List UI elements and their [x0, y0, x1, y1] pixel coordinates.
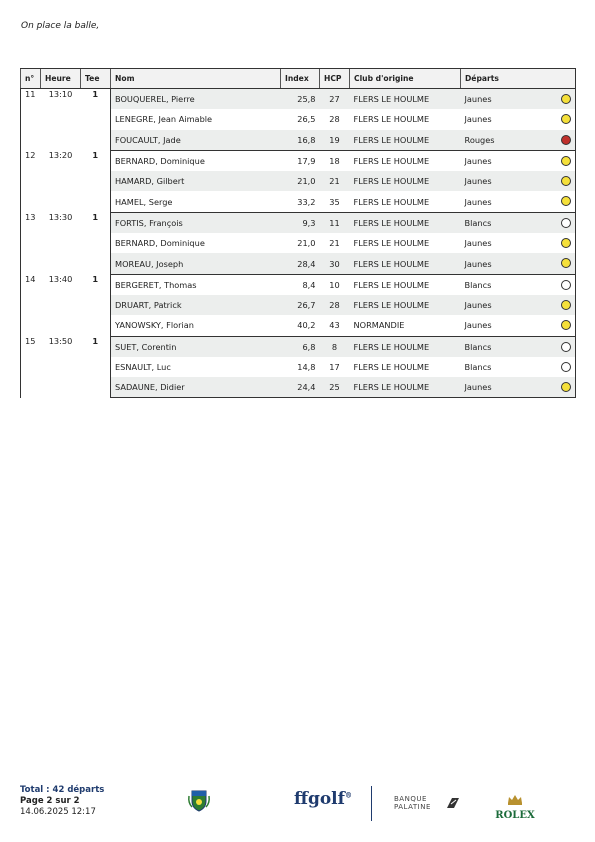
- col-header-departs: Départs: [461, 69, 576, 89]
- player-club: FLERS LE HOULME: [350, 253, 461, 274]
- player-index: 40,2: [281, 315, 320, 336]
- departure-tee-label: Jaunes: [464, 156, 492, 167]
- tee-color-dot-icon: [561, 238, 571, 248]
- rolex-logo: [492, 790, 538, 821]
- group-tee: 1: [81, 336, 111, 398]
- player-name: LENEGRE, Jean Aimable: [115, 114, 213, 125]
- player-club: FLERS LE HOULME: [350, 89, 461, 110]
- group-number: 15: [21, 336, 41, 398]
- player-name: BERNARD, Dominique: [115, 156, 205, 167]
- player-name: SUET, Corentin: [111, 336, 281, 357]
- player-departure: [461, 191, 576, 212]
- footer-info: [20, 785, 104, 818]
- player-hcp: 17: [329, 362, 340, 372]
- table-row: [21, 150, 576, 171]
- player-club: FLERS LE HOULME: [350, 130, 461, 151]
- player-club: FLERS LE HOULME: [353, 156, 430, 167]
- player-name: BERNARD, Dominique: [115, 238, 205, 249]
- player-index: 21,0: [281, 171, 320, 191]
- group-tee: 1: [81, 89, 111, 151]
- player-name: ESNAULT, Luc: [115, 362, 171, 372]
- player-hcp: 18: [329, 156, 340, 167]
- player-hcp: 28: [320, 295, 350, 315]
- player-departure: [461, 130, 576, 151]
- player-club: NORMANDIE: [350, 315, 461, 336]
- player-hcp: 35: [320, 191, 350, 212]
- tee-color-dot-icon: [561, 156, 571, 166]
- player-name: FORTIS, François: [111, 212, 281, 233]
- tee-color-dot-icon: [561, 362, 571, 372]
- group-time: 13:50: [41, 336, 81, 398]
- tee-color-dot-icon: [561, 218, 571, 228]
- tee-color-dot-icon: [561, 320, 571, 330]
- player-index: 26,7: [281, 295, 320, 315]
- col-header-name: Nom: [111, 69, 281, 89]
- player-index: 8,4: [302, 279, 316, 290]
- player-index: 25,8: [281, 89, 320, 110]
- player-index: 16,8: [281, 130, 320, 151]
- player-index: 17,9: [297, 156, 316, 167]
- departure-tee-label: Blancs: [464, 362, 492, 372]
- player-club: FLERS LE HOULME: [350, 191, 461, 212]
- player-index: 21,0: [297, 238, 316, 249]
- player-index: 28,4: [281, 253, 320, 274]
- col-header-club: Club d'origine: [350, 69, 461, 89]
- departure-tee-label: Blancs: [464, 279, 492, 290]
- player-name: YANOWSKY, Florian: [111, 315, 281, 336]
- player-hcp: 43: [320, 315, 350, 336]
- departure-tee-label: Jaunes: [464, 238, 492, 249]
- tee-color-dot-icon: [561, 135, 571, 145]
- table-body: [21, 89, 576, 398]
- player-index: 9,3: [281, 212, 320, 233]
- ffgolf-wordmark: ffgolf: [294, 789, 345, 809]
- banque-palatine-line1: BANQUE: [394, 795, 427, 803]
- player-hcp: 21: [320, 171, 350, 191]
- player-departure: [461, 253, 576, 274]
- player-name: DRUART, Patrick: [111, 295, 281, 315]
- col-header-time: Heure: [41, 69, 81, 89]
- player-name: HAMARD, Gilbert: [111, 171, 281, 191]
- player-club: FLERS LE HOULME: [350, 295, 461, 315]
- departure-tee-label: Jaunes: [464, 320, 492, 331]
- player-club: FLERS LE HOULME: [353, 362, 430, 372]
- tee-color-dot-icon: [561, 342, 571, 352]
- player-departure: [461, 357, 576, 377]
- page-indicator: Page 2 sur 2: [20, 796, 80, 806]
- logo-divider: [371, 786, 372, 821]
- player-index: 6,8: [281, 336, 320, 357]
- tee-color-dot-icon: [561, 258, 571, 268]
- group-time: 13:10: [41, 89, 81, 151]
- player-departure: [461, 171, 576, 191]
- table-header-row: [21, 69, 576, 89]
- player-index: 14,8: [297, 362, 316, 372]
- player-index: 24,4: [281, 377, 320, 398]
- group-tee: 1: [81, 212, 111, 274]
- group-time: 13:20: [41, 150, 81, 212]
- player-departure: [461, 315, 576, 336]
- ffgolf-logo: [294, 789, 352, 809]
- group-number: 14: [21, 274, 41, 336]
- player-club: FLERS LE HOULME: [350, 377, 461, 398]
- departure-tee-label: Jaunes: [464, 176, 492, 187]
- group-tee: 1: [81, 274, 111, 336]
- col-header-index: Index: [281, 69, 320, 89]
- group-number: 13: [21, 212, 41, 274]
- group-tee: 1: [81, 150, 111, 212]
- player-departure: [461, 89, 576, 110]
- player-departure: [461, 377, 576, 398]
- ffgolf-registered-mark: ®: [344, 790, 352, 800]
- table-row: [21, 89, 576, 110]
- departure-tee-label: Jaunes: [464, 300, 492, 311]
- col-header-hcp: HCP: [320, 69, 350, 89]
- player-departure: [461, 274, 576, 295]
- player-hcp: 8: [320, 336, 350, 357]
- departure-tee-label: Jaunes: [464, 196, 492, 207]
- banque-palatine-logo: [394, 796, 431, 811]
- player-club: FLERS LE HOULME: [353, 114, 430, 125]
- col-header-tee: Tee: [81, 69, 111, 89]
- intro-note: On place la balle,: [21, 21, 100, 31]
- player-club: FLERS LE HOULME: [350, 336, 461, 357]
- player-departure: [461, 233, 576, 253]
- tee-color-dot-icon: [561, 196, 571, 206]
- total-departures: Total : 42 départs: [20, 785, 105, 795]
- departure-tee-label: Jaunes: [464, 258, 492, 269]
- player-name: FOUCAULT, Jade: [111, 130, 281, 151]
- rolex-wordmark: ROLEX: [495, 810, 535, 821]
- player-club: FLERS LE HOULME: [353, 238, 430, 249]
- player-hcp: 19: [320, 130, 350, 151]
- player-club: FLERS LE HOULME: [350, 212, 461, 233]
- player-name: HAMEL, Serge: [111, 191, 281, 212]
- player-departure: [461, 295, 576, 315]
- tee-color-dot-icon: [561, 382, 571, 392]
- player-hcp: 30: [320, 253, 350, 274]
- group-number: 11: [21, 89, 41, 151]
- player-name: SADAUNE, Didier: [111, 377, 281, 398]
- club-crest-icon: [186, 787, 212, 813]
- player-hcp: 25: [320, 377, 350, 398]
- player-hcp: 28: [329, 114, 340, 125]
- player-hcp: 21: [329, 238, 340, 249]
- player-departure: [461, 212, 576, 233]
- table-row: [21, 336, 576, 357]
- col-header-no: n°: [21, 69, 41, 89]
- player-name: BOUQUEREL, Pierre: [111, 89, 281, 110]
- player-hcp: 27: [320, 89, 350, 110]
- tee-color-dot-icon: [561, 94, 571, 104]
- player-hcp: 10: [329, 279, 340, 290]
- player-index: 26,5: [297, 114, 316, 125]
- banque-palatine-line2: PALATINE: [394, 802, 431, 811]
- table-row: [21, 274, 576, 295]
- departure-tee-label: Rouges: [464, 134, 495, 145]
- crown-icon: [507, 794, 523, 805]
- player-departure: [461, 150, 576, 171]
- departure-tee-label: Jaunes: [464, 94, 492, 105]
- departure-tee-label: Blancs: [464, 341, 492, 352]
- print-datetime: 14.06.2025 12:17: [20, 807, 96, 817]
- player-name: MOREAU, Joseph: [111, 253, 281, 274]
- palatine-mark-icon: [446, 797, 460, 809]
- group-time: 13:40: [41, 274, 81, 336]
- table-row: [21, 212, 576, 233]
- player-club: FLERS LE HOULME: [353, 279, 430, 290]
- player-departure: [461, 109, 576, 129]
- departure-tee-label: Jaunes: [464, 114, 492, 125]
- group-time: 13:30: [41, 212, 81, 274]
- tee-color-dot-icon: [561, 176, 571, 186]
- player-club: FLERS LE HOULME: [350, 171, 461, 191]
- group-number: 12: [21, 150, 41, 212]
- player-index: 33,2: [281, 191, 320, 212]
- tee-color-dot-icon: [561, 300, 571, 310]
- player-hcp: 11: [320, 212, 350, 233]
- departure-tee-label: Jaunes: [464, 382, 492, 393]
- departure-tee-label: Blancs: [464, 217, 492, 228]
- player-name: BERGERET, Thomas: [115, 279, 197, 290]
- tee-color-dot-icon: [561, 114, 571, 124]
- tee-times-table: [20, 68, 576, 398]
- player-departure: [461, 336, 576, 357]
- tee-color-dot-icon: [561, 280, 571, 290]
